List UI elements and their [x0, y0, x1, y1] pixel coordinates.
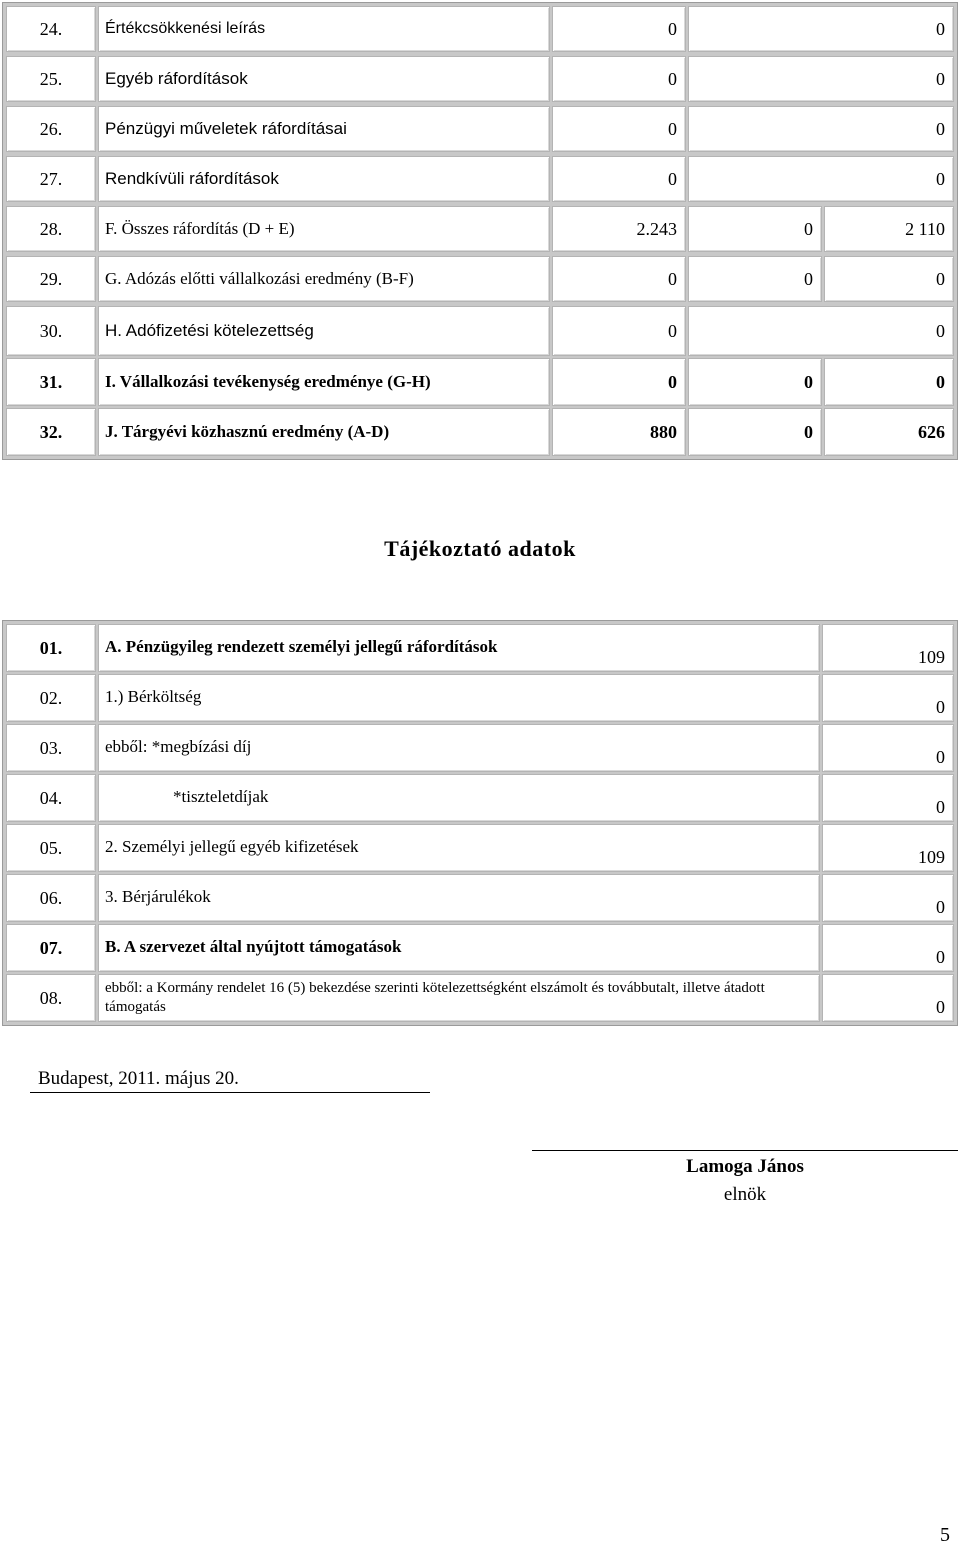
row-label: ebből: *megbízási díj — [98, 724, 820, 772]
row-number: 06. — [6, 874, 96, 922]
row-label: H. Adófizetési kötelezettség — [98, 306, 550, 356]
row-value: 0 — [822, 924, 954, 972]
row-number: 03. — [6, 724, 96, 772]
row-value-3: 0 — [688, 6, 954, 52]
row-number: 31. — [6, 358, 96, 406]
row-label: G. Adózás előtti vállalkozási eredmény (B-F) — [98, 256, 550, 302]
row-number: 30. — [6, 306, 96, 356]
row-value-3: 2 110 — [824, 206, 954, 252]
row-value-1: 0 — [552, 56, 686, 102]
row-number: 07. — [6, 924, 96, 972]
row-label: A. Pénzügyileg rendezett személyi jellegű ráfordítások — [98, 624, 820, 672]
row-value-2: 0 — [688, 256, 822, 302]
signer-name: Lamoga János — [686, 1156, 804, 1177]
row-value-3: 0 — [688, 106, 954, 152]
row-label: I. Vállalkozási tevékenység eredménye (G-H) — [98, 358, 550, 406]
row-number: 01. — [6, 624, 96, 672]
row-value-3: 0 — [688, 156, 954, 202]
row-value: 109 — [822, 824, 954, 872]
row-number: 02. — [6, 674, 96, 722]
row-label: ebből: a Kormány rendelet 16 (5) bekezdése szerinti kötelezettségként elszámolt és továbbutalt, illetve átadott támogatás — [98, 974, 820, 1022]
row-number: 04. — [6, 774, 96, 822]
row-value-1: 0 — [552, 256, 686, 302]
row-label: F. Összes ráfordítás (D + E) — [98, 206, 550, 252]
row-number: 08. — [6, 974, 96, 1022]
row-label: B. A szervezet által nyújtott támogatások — [98, 924, 820, 972]
row-label: Értékcsökkenési leírás — [98, 6, 550, 52]
section-title: Tájékoztató adatok — [384, 536, 576, 561]
row-value-1: 0 — [552, 306, 686, 356]
row-value-1: 880 — [552, 408, 686, 456]
signature-line — [532, 1150, 958, 1151]
row-number: 24. — [6, 6, 96, 52]
row-value-3: 626 — [824, 408, 954, 456]
row-value-1: 0 — [552, 156, 686, 202]
row-number: 05. — [6, 824, 96, 872]
row-value: 0 — [822, 774, 954, 822]
row-value: 109 — [822, 624, 954, 672]
row-label: *tiszteletdíjak — [98, 774, 820, 822]
row-label: Pénzügyi műveletek ráfordításai — [98, 106, 550, 152]
row-number: 28. — [6, 206, 96, 252]
date-underline — [30, 1092, 430, 1093]
row-label: J. Tárgyévi közhasznú eredmény (A-D) — [98, 408, 550, 456]
row-value: 0 — [822, 974, 954, 1022]
page-number: 5 — [940, 1524, 950, 1546]
row-value-3: 0 — [688, 56, 954, 102]
row-value-1: 0 — [552, 106, 686, 152]
row-label: Egyéb ráfordítások — [98, 56, 550, 102]
row-value-3: 0 — [824, 256, 954, 302]
row-value: 0 — [822, 724, 954, 772]
row-value-1: 2.243 — [552, 206, 686, 252]
row-value-2: 0 — [688, 358, 822, 406]
row-label: 2. Személyi jellegű egyéb kifizetések — [98, 824, 820, 872]
row-value: 0 — [822, 674, 954, 722]
row-value-3: 0 — [688, 306, 954, 356]
row-number: 32. — [6, 408, 96, 456]
row-label: 3. Bérjárulékok — [98, 874, 820, 922]
row-value: 0 — [822, 874, 954, 922]
row-number: 25. — [6, 56, 96, 102]
row-value-2: 0 — [688, 206, 822, 252]
place-date: Budapest, 2011. május 20. — [38, 1068, 239, 1089]
row-value-1: 0 — [552, 6, 686, 52]
row-label: Rendkívüli ráfordítások — [98, 156, 550, 202]
row-value-3: 0 — [824, 358, 954, 406]
row-label: 1.) Bérköltség — [98, 674, 820, 722]
row-value-1: 0 — [552, 358, 686, 406]
row-value-2: 0 — [688, 408, 822, 456]
signer-title: elnök — [723, 1184, 767, 1205]
row-number: 27. — [6, 156, 96, 202]
row-number: 26. — [6, 106, 96, 152]
row-number: 29. — [6, 256, 96, 302]
